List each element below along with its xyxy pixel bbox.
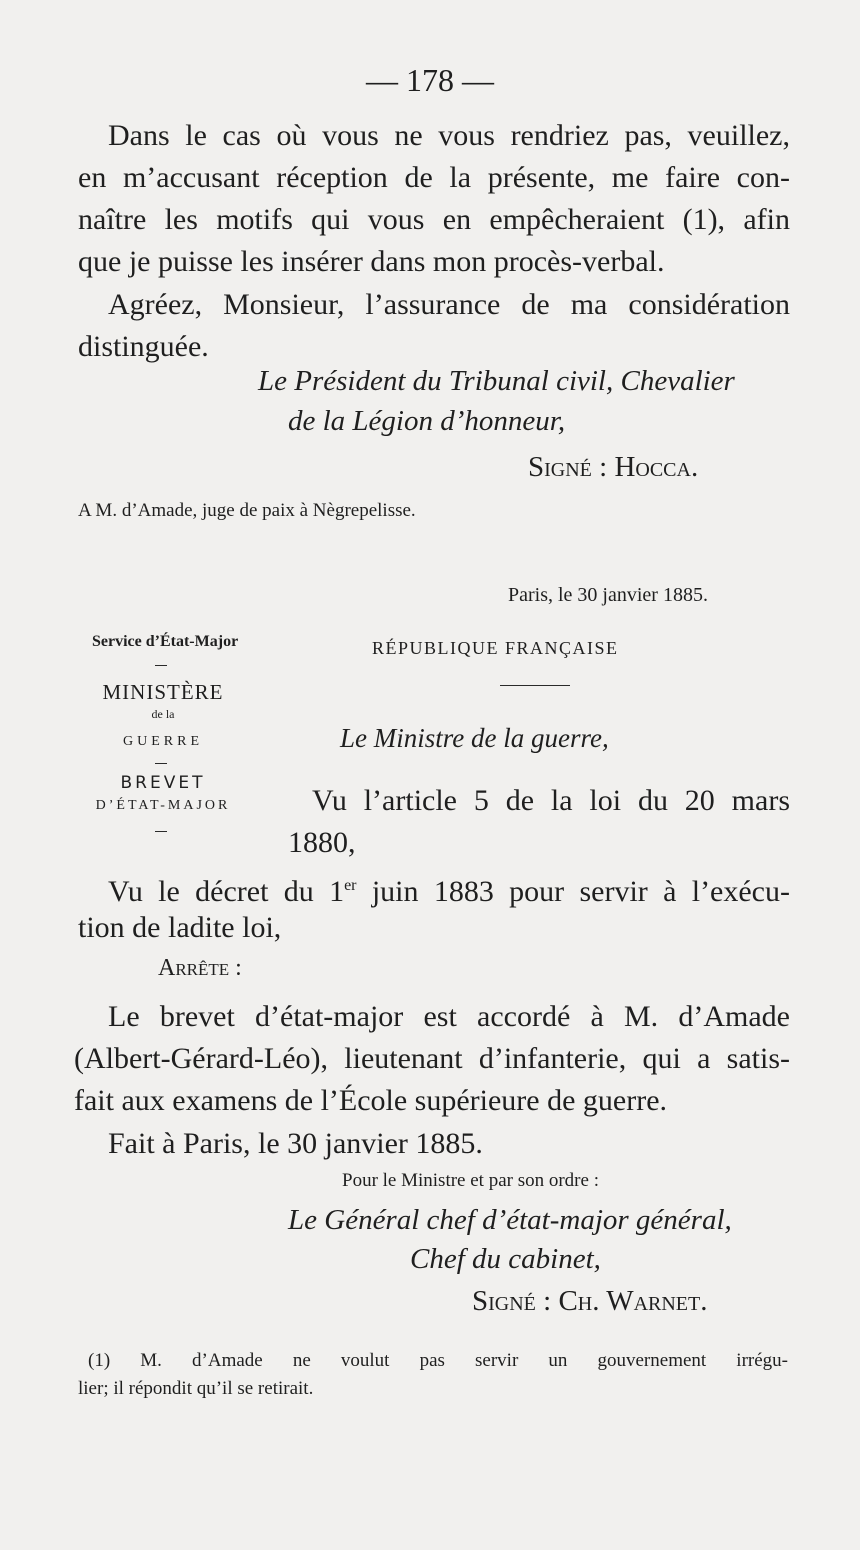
- letter-line-2: en m’accusant réception de la présente, me faire con-: [78, 161, 790, 194]
- closing-line-2: distinguée.: [78, 330, 209, 363]
- footnote-line-2: lier; il répondit qu’il se retirait.: [78, 1378, 314, 1399]
- page-number: — 178 —: [366, 62, 494, 98]
- vu-1-line-2: 1880,: [288, 826, 356, 859]
- letter-line-3: naître les motifs qui vous en empêcheraient (1), afin: [78, 203, 790, 236]
- sidebar-ministere: MINISTÈRE: [102, 680, 224, 704]
- vu-2-line-2: tion de ladite loi,: [78, 911, 282, 944]
- footnote-line-1: (1) M. d’Amade ne voulut pas servir un gouvernement irrégu-: [88, 1350, 788, 1371]
- decision-line-3: fait aux examens de l’École supérieure de guerre.: [74, 1084, 668, 1117]
- fait-line: Fait à Paris, le 30 janvier 1885.: [108, 1127, 483, 1160]
- minister-heading: Le Ministre de la guerre,: [340, 723, 609, 753]
- letter-line-1: Dans le cas où vous ne vous rendriez pas, veuillez,: [108, 119, 790, 152]
- pour-le-ministre: Pour le Ministre et par son ordre :: [342, 1170, 599, 1191]
- sidebar-de-la: de la: [151, 707, 175, 721]
- letter-signature: Signé : Hocca.: [528, 451, 699, 483]
- brevet-signature: Signé : Ch. Warnet.: [472, 1285, 708, 1317]
- general-title-1: Le Général chef d’état-major général,: [288, 1204, 732, 1236]
- closing-line-1: Agréez, Monsieur, l’assurance de ma considération: [108, 288, 790, 321]
- decision-line-1: Le brevet d’état-major est accordé à M. d’Amade: [108, 1000, 790, 1033]
- sidebar-rule-2: [155, 763, 167, 764]
- brevet-date: Paris, le 30 janvier 1885.: [508, 584, 708, 606]
- sidebar-rule-3: [155, 831, 167, 832]
- vu-2-line-1: Vu le décret du 1er juin 1883 pour servir à l’exécu-: [108, 875, 790, 908]
- vu-1-line-1: Vu l’article 5 de la loi du 20 mars: [312, 784, 790, 817]
- letter-line-4: que je puisse les insérer dans mon procès-verbal.: [78, 245, 665, 278]
- sidebar-brevet: BREVET: [120, 773, 206, 793]
- arrete-heading: Arrête :: [158, 955, 242, 981]
- sidebar-rule-1: [155, 665, 167, 666]
- sidebar-etat-major: D’ÉTAT-MAJOR: [95, 798, 231, 813]
- decision-line-2: (Albert-Gérard-Léo), lieutenant d’infanterie, qui a satis-: [74, 1042, 790, 1075]
- republique-heading: RÉPUBLIQUE FRANÇAISE: [372, 638, 619, 658]
- signer-title-2: de la Légion d’honneur,: [288, 405, 566, 437]
- republique-rule: [500, 685, 570, 686]
- general-title-2: Chef du cabinet,: [410, 1243, 601, 1275]
- service-label: Service d’État-Major: [92, 633, 239, 650]
- sidebar-guerre: GUERRE: [123, 734, 203, 749]
- signer-title-1: Le Président du Tribunal civil, Chevalier: [258, 365, 735, 397]
- addressee: A M. d’Amade, juge de paix à Nègrepelisse.: [78, 500, 416, 521]
